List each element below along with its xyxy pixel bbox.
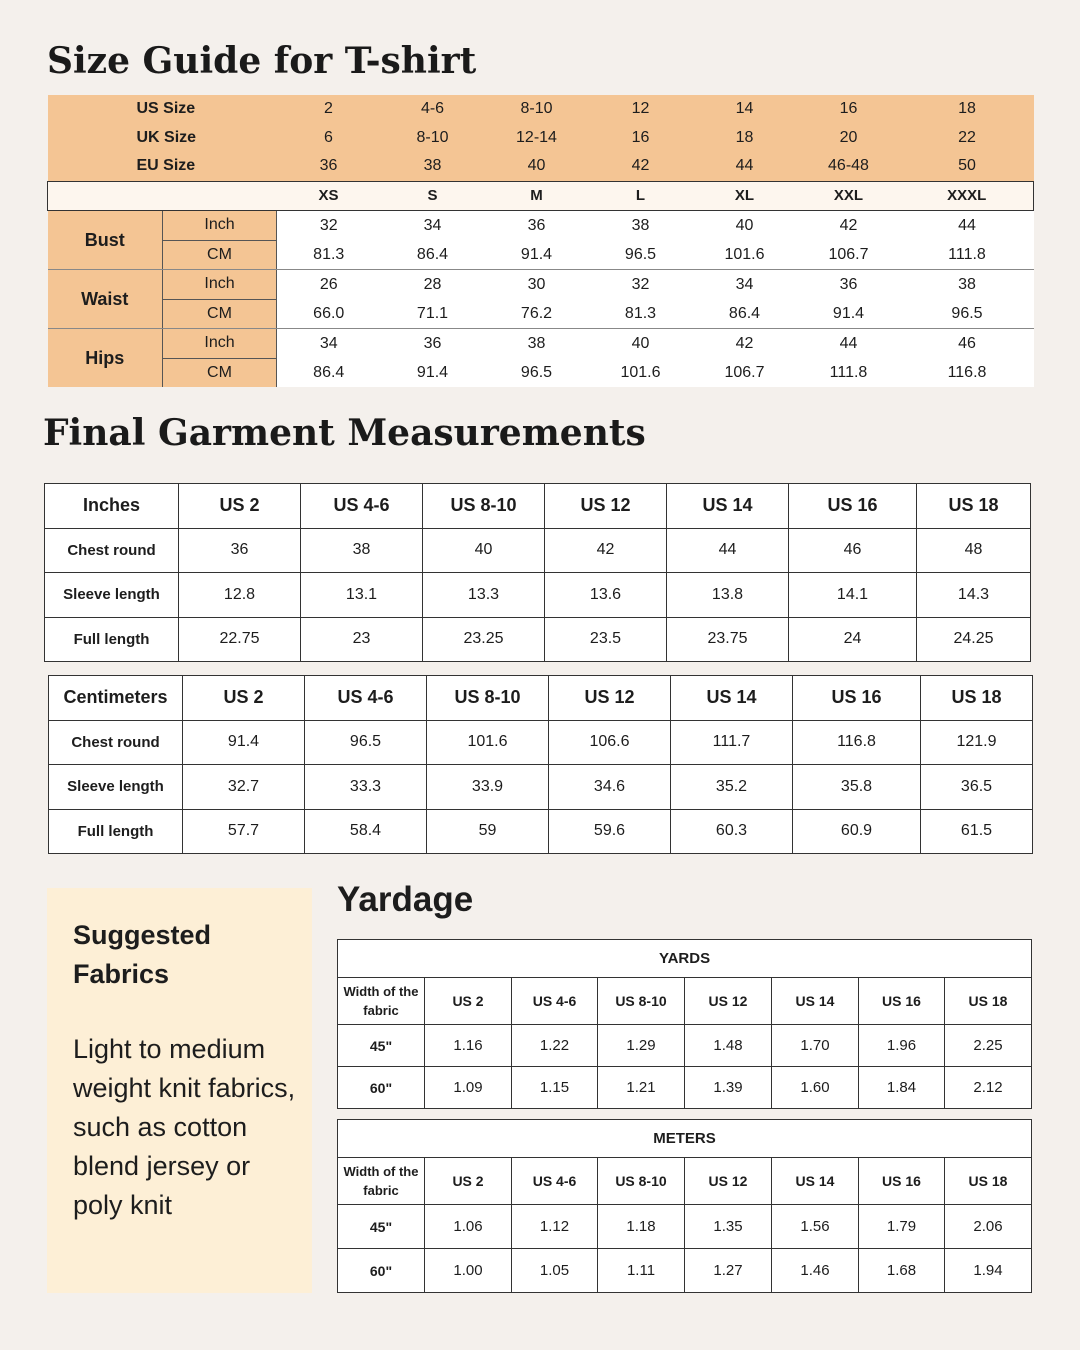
garment-title: Final Garment Measurements	[43, 412, 646, 454]
size-header: US 14	[667, 484, 789, 529]
bust-inch-cell: 36	[485, 211, 589, 241]
table-cell: 23	[301, 617, 423, 662]
bust-inch-cell: 32	[277, 211, 381, 241]
bust-cm-cell: 96.5	[589, 240, 693, 270]
waist-cm-cell: 66.0	[277, 299, 381, 329]
bust-inch-cell: 38	[589, 211, 693, 241]
hips-inch-cell: 34	[277, 329, 381, 359]
table-cell: 59.6	[549, 809, 671, 854]
table-cell: 1.35	[685, 1205, 772, 1249]
bust-cm-cell: 101.6	[693, 240, 797, 270]
size-header: US 4-6	[512, 1158, 598, 1205]
size-header: US 18	[917, 484, 1031, 529]
waist-inch-cell: 38	[901, 270, 1034, 300]
letter-size-cell: XXXL	[901, 181, 1034, 211]
table-cell: 35.2	[671, 765, 793, 810]
row-label: Full length	[45, 617, 179, 662]
table-cell: 121.9	[921, 720, 1033, 765]
table-cell: 44	[667, 528, 789, 573]
table-cell: 36	[179, 528, 301, 573]
table-cell: 1.79	[859, 1205, 945, 1249]
table-cell: 1.94	[945, 1249, 1032, 1293]
eu-size-label: EU Size	[48, 152, 277, 181]
table-row	[338, 1205, 1032, 1249]
table-cell: 57.7	[183, 809, 305, 854]
table-cell: 1.21	[598, 1067, 685, 1109]
size-header: US 18	[921, 676, 1033, 721]
waist-cm-cell: 91.4	[797, 299, 901, 329]
table-cell: 58.4	[305, 809, 427, 854]
row-label: 45"	[338, 1025, 425, 1067]
waist-cm-cell: 86.4	[693, 299, 797, 329]
table-cell: 32.7	[183, 765, 305, 810]
cm-unit-label: CM	[163, 299, 277, 329]
hips-cm-cell: 91.4	[381, 358, 485, 387]
letter-size-spacer	[48, 181, 277, 211]
table-cell: 13.3	[423, 573, 545, 618]
table-cell: 116.8	[793, 720, 921, 765]
table-cell: 1.27	[685, 1249, 772, 1293]
bust-cm-cell: 81.3	[277, 240, 381, 270]
table-cell: 23.25	[423, 617, 545, 662]
table-cell: 1.06	[425, 1205, 512, 1249]
letter-size-cell: XXL	[797, 181, 901, 211]
table-cell: 23.5	[545, 617, 667, 662]
waist-cm-cell: 76.2	[485, 299, 589, 329]
hips-cm-cell: 111.8	[797, 358, 901, 387]
table-cell: 1.48	[685, 1025, 772, 1067]
table-row	[338, 1067, 1032, 1109]
size-guide-table	[47, 95, 1034, 387]
size-header: US 4-6	[301, 484, 423, 529]
table-cell: 2.25	[945, 1025, 1032, 1067]
table-cell: 36.5	[921, 765, 1033, 810]
letter-size-cell: XL	[693, 181, 797, 211]
row-label: 60"	[338, 1249, 425, 1293]
table-cell: 59	[427, 809, 549, 854]
size-header: US 14	[772, 978, 859, 1025]
row-label: 60"	[338, 1067, 425, 1109]
letter-size-cell: S	[381, 181, 485, 211]
hips-inch-cell: 36	[381, 329, 485, 359]
row-label: Chest round	[45, 528, 179, 573]
table-cell: 24	[789, 617, 917, 662]
waist-inch-cell: 26	[277, 270, 381, 300]
table-cell: 14.3	[917, 573, 1031, 618]
cm-unit-label: CM	[163, 240, 277, 270]
table-cell: 1.96	[859, 1025, 945, 1067]
letter-size-cell: L	[589, 181, 693, 211]
letter-size-cell: M	[485, 181, 589, 211]
table-cell: 35.8	[793, 765, 921, 810]
table-cell: 46	[789, 528, 917, 573]
unit-header: Inches	[45, 484, 179, 529]
size-header: US 16	[793, 676, 921, 721]
size-header: US 14	[772, 1158, 859, 1205]
table-cell: 13.1	[301, 573, 423, 618]
waist-label: Waist	[48, 270, 163, 329]
table-cell: 33.3	[305, 765, 427, 810]
waist-cm-cell: 81.3	[589, 299, 693, 329]
bust-inch-row	[48, 211, 1034, 241]
table-header-row	[49, 676, 1033, 721]
table-caption-row	[338, 940, 1032, 978]
table-cell: 1.18	[598, 1205, 685, 1249]
hips-cm-cell: 101.6	[589, 358, 693, 387]
waist-inch-row	[48, 270, 1034, 300]
size-header: US 14	[671, 676, 793, 721]
table-cell: 1.05	[512, 1249, 598, 1293]
hips-inch-cell: 46	[901, 329, 1034, 359]
waist-cm-cell: 96.5	[901, 299, 1034, 329]
uk-size-cell: 16	[589, 124, 693, 153]
hips-label: Hips	[48, 329, 163, 388]
hips-inch-cell: 42	[693, 329, 797, 359]
bust-cm-row	[48, 240, 1034, 270]
size-header: US 12	[549, 676, 671, 721]
table-row	[45, 617, 1031, 662]
table-cell: 24.25	[917, 617, 1031, 662]
letter-size-row	[48, 181, 1034, 211]
us-size-cell: 4-6	[381, 95, 485, 124]
table-row	[49, 809, 1033, 854]
bust-cm-cell: 111.8	[901, 240, 1034, 270]
eu-size-cell: 46-48	[797, 152, 901, 181]
table-cell: 61.5	[921, 809, 1033, 854]
us-size-cell: 12	[589, 95, 693, 124]
yardage-meters-table	[337, 1119, 1032, 1293]
row-label: Full length	[49, 809, 183, 854]
size-header: US 16	[859, 1158, 945, 1205]
yards-caption: YARDS	[338, 940, 1032, 978]
bust-cm-cell: 91.4	[485, 240, 589, 270]
hips-inch-cell: 40	[589, 329, 693, 359]
yardage-yards-table	[337, 939, 1032, 1109]
table-cell: 33.9	[427, 765, 549, 810]
table-cell: 13.6	[545, 573, 667, 618]
inch-unit-label: Inch	[163, 211, 277, 241]
table-cell: 101.6	[427, 720, 549, 765]
fabrics-description: Light to medium weight knit fabrics, such as cotton blend jersey or poly knit	[73, 1034, 296, 1220]
size-header: US 8-10	[427, 676, 549, 721]
bust-label: Bust	[48, 211, 163, 270]
size-header: US 4-6	[305, 676, 427, 721]
hips-cm-cell: 116.8	[901, 358, 1034, 387]
table-cell: 1.46	[772, 1249, 859, 1293]
table-cell: 1.56	[772, 1205, 859, 1249]
size-header: US 2	[179, 484, 301, 529]
waist-inch-cell: 30	[485, 270, 589, 300]
eu-size-cell: 44	[693, 152, 797, 181]
size-header: US 4-6	[512, 978, 598, 1025]
meters-caption: METERS	[338, 1120, 1032, 1158]
uk-size-cell: 12-14	[485, 124, 589, 153]
table-cell: 2.06	[945, 1205, 1032, 1249]
table-cell: 1.22	[512, 1025, 598, 1067]
table-cell: 1.39	[685, 1067, 772, 1109]
table-cell: 1.15	[512, 1067, 598, 1109]
waist-inch-cell: 36	[797, 270, 901, 300]
size-header: US 2	[425, 1158, 512, 1205]
size-header: US 8-10	[423, 484, 545, 529]
uk-size-label: UK Size	[48, 124, 277, 153]
table-cell: 12.8	[179, 573, 301, 618]
bust-cm-cell: 106.7	[797, 240, 901, 270]
table-cell: 1.60	[772, 1067, 859, 1109]
bust-inch-cell: 34	[381, 211, 485, 241]
table-cell: 1.12	[512, 1205, 598, 1249]
row-label: Sleeve length	[49, 765, 183, 810]
size-header: US 16	[859, 978, 945, 1025]
table-cell: 40	[423, 528, 545, 573]
eu-size-cell: 42	[589, 152, 693, 181]
us-size-cell: 2	[277, 95, 381, 124]
waist-inch-cell: 34	[693, 270, 797, 300]
width-header: Width of the fabric	[338, 978, 425, 1025]
table-cell: 34.6	[549, 765, 671, 810]
table-cell: 1.29	[598, 1025, 685, 1067]
bust-cm-cell: 86.4	[381, 240, 485, 270]
size-header: US 12	[685, 978, 772, 1025]
us-size-cell: 18	[901, 95, 1034, 124]
unit-header: Centimeters	[49, 676, 183, 721]
table-cell: 111.7	[671, 720, 793, 765]
hips-inch-row	[48, 329, 1034, 359]
us-size-cell: 14	[693, 95, 797, 124]
yardage-title: Yardage	[337, 880, 474, 919]
table-cell: 2.12	[945, 1067, 1032, 1109]
us-size-cell: 8-10	[485, 95, 589, 124]
table-row	[45, 528, 1031, 573]
table-cell: 1.11	[598, 1249, 685, 1293]
bust-inch-cell: 40	[693, 211, 797, 241]
size-header: US 8-10	[598, 978, 685, 1025]
table-cell: 1.09	[425, 1067, 512, 1109]
table-cell: 1.00	[425, 1249, 512, 1293]
us-size-row	[48, 95, 1034, 124]
size-header: US 12	[685, 1158, 772, 1205]
row-label: Chest round	[49, 720, 183, 765]
inch-unit-label: Inch	[163, 329, 277, 359]
table-cell: 23.75	[667, 617, 789, 662]
table-cell: 96.5	[305, 720, 427, 765]
table-cell: 42	[545, 528, 667, 573]
size-header: US 2	[425, 978, 512, 1025]
table-header-row	[338, 978, 1032, 1025]
letter-size-cell: XS	[277, 181, 381, 211]
bust-inch-cell: 44	[901, 211, 1034, 241]
uk-size-cell: 20	[797, 124, 901, 153]
hips-inch-cell: 44	[797, 329, 901, 359]
hips-cm-row	[48, 358, 1034, 387]
table-row	[45, 573, 1031, 618]
size-header: US 18	[945, 1158, 1032, 1205]
table-caption-row	[338, 1120, 1032, 1158]
table-cell: 60.9	[793, 809, 921, 854]
waist-cm-row	[48, 299, 1034, 329]
inch-unit-label: Inch	[163, 270, 277, 300]
eu-size-cell: 40	[485, 152, 589, 181]
table-cell: 1.68	[859, 1249, 945, 1293]
uk-size-cell: 8-10	[381, 124, 485, 153]
width-header: Width of the fabric	[338, 1158, 425, 1205]
table-header-row	[45, 484, 1031, 529]
eu-size-cell: 38	[381, 152, 485, 181]
table-cell: 1.70	[772, 1025, 859, 1067]
table-header-row	[338, 1158, 1032, 1205]
table-cell: 38	[301, 528, 423, 573]
size-guide-title: Size Guide for T-shirt	[47, 40, 477, 82]
suggested-fabrics-box	[47, 888, 312, 1293]
size-header: US 8-10	[598, 1158, 685, 1205]
size-header: US 2	[183, 676, 305, 721]
table-cell: 91.4	[183, 720, 305, 765]
waist-inch-cell: 32	[589, 270, 693, 300]
table-row	[338, 1249, 1032, 1293]
cm-unit-label: CM	[163, 358, 277, 387]
size-header: US 12	[545, 484, 667, 529]
eu-size-cell: 50	[901, 152, 1034, 181]
hips-cm-cell: 106.7	[693, 358, 797, 387]
table-row	[49, 765, 1033, 810]
table-cell: 1.16	[425, 1025, 512, 1067]
hips-inch-cell: 38	[485, 329, 589, 359]
us-size-label: US Size	[48, 95, 277, 124]
waist-cm-cell: 71.1	[381, 299, 485, 329]
table-cell: 13.8	[667, 573, 789, 618]
eu-size-cell: 36	[277, 152, 381, 181]
row-label: Sleeve length	[45, 573, 179, 618]
bust-inch-cell: 42	[797, 211, 901, 241]
row-label: 45"	[338, 1205, 425, 1249]
table-cell: 60.3	[671, 809, 793, 854]
garment-centimeters-table	[48, 675, 1033, 854]
table-cell: 106.6	[549, 720, 671, 765]
hips-cm-cell: 86.4	[277, 358, 381, 387]
hips-cm-cell: 96.5	[485, 358, 589, 387]
uk-size-cell: 6	[277, 124, 381, 153]
eu-size-row	[48, 152, 1034, 181]
table-cell: 14.1	[789, 573, 917, 618]
garment-inches-table	[44, 483, 1031, 662]
table-row	[49, 720, 1033, 765]
us-size-cell: 16	[797, 95, 901, 124]
table-row	[338, 1025, 1032, 1067]
uk-size-cell: 18	[693, 124, 797, 153]
size-header: US 16	[789, 484, 917, 529]
size-header: US 18	[945, 978, 1032, 1025]
uk-size-cell: 22	[901, 124, 1034, 153]
table-cell: 22.75	[179, 617, 301, 662]
waist-inch-cell: 28	[381, 270, 485, 300]
uk-size-row	[48, 124, 1034, 153]
table-cell: 48	[917, 528, 1031, 573]
fabrics-title: Suggested Fabrics	[73, 920, 212, 989]
table-cell: 1.84	[859, 1067, 945, 1109]
